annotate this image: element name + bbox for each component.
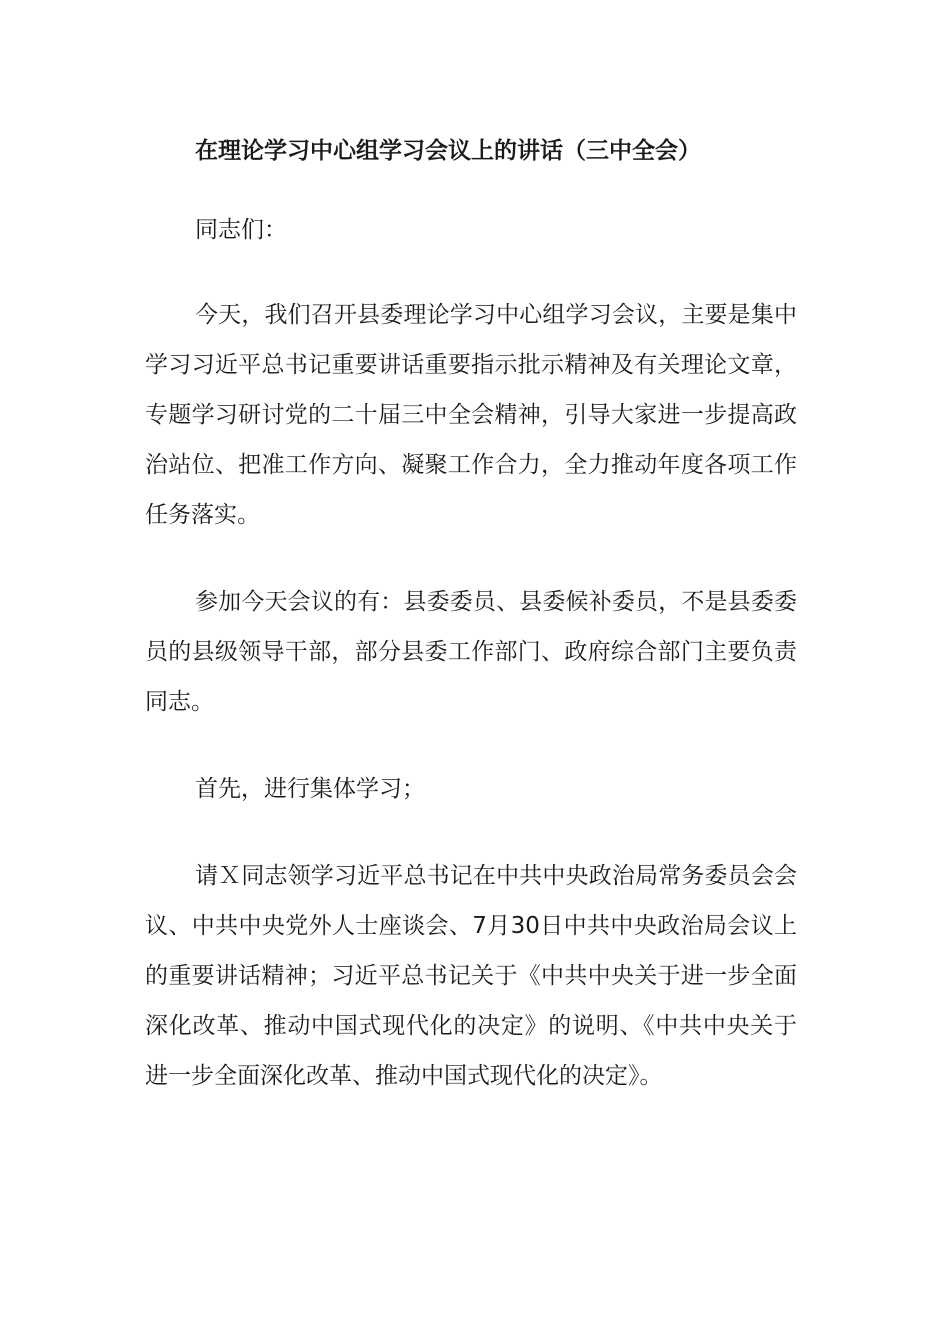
document-page: [145, 128, 797, 1101]
paragraph-study-content: 请Ｘ同志领学习近平总书记在中共中央政治局常务委员会会议、中共中央党外人士座谈会、7月30日中共中央政治局会议上的重要讲话精神；习近平总书记关于《中共中央关于进一步全面深化改革、推动中国式现代化的决定》的说明、《中共中央关于进一步全面深化改革、推动中国式现代化的决定》。: [145, 863, 797, 1089]
salutation: 同志们：: [195, 217, 287, 243]
paragraph-attendees: 参加今天会议的有：县委委员、县委候补委员，不是县委委员的县级领导干部，部分县委工作部门、政府综合部门主要负责同志。: [145, 589, 797, 715]
document-title: 在理论学习中心组学习会议上的讲话（三中全会）: [195, 138, 701, 164]
paragraph-first-item: 首先，进行集体学习；: [195, 776, 425, 802]
paragraph-opening: 今天，我们召开县委理论学习中心组学习会议，主要是集中学习习近平总书记重要讲话重要指示批示精神及有关理论文章，专题学习研讨党的二十届三中全会精神，引导大家进一步提高政治站位、把准工作方向、凝聚工作合力，全力推动年度各项工作任务落实。: [145, 302, 797, 528]
